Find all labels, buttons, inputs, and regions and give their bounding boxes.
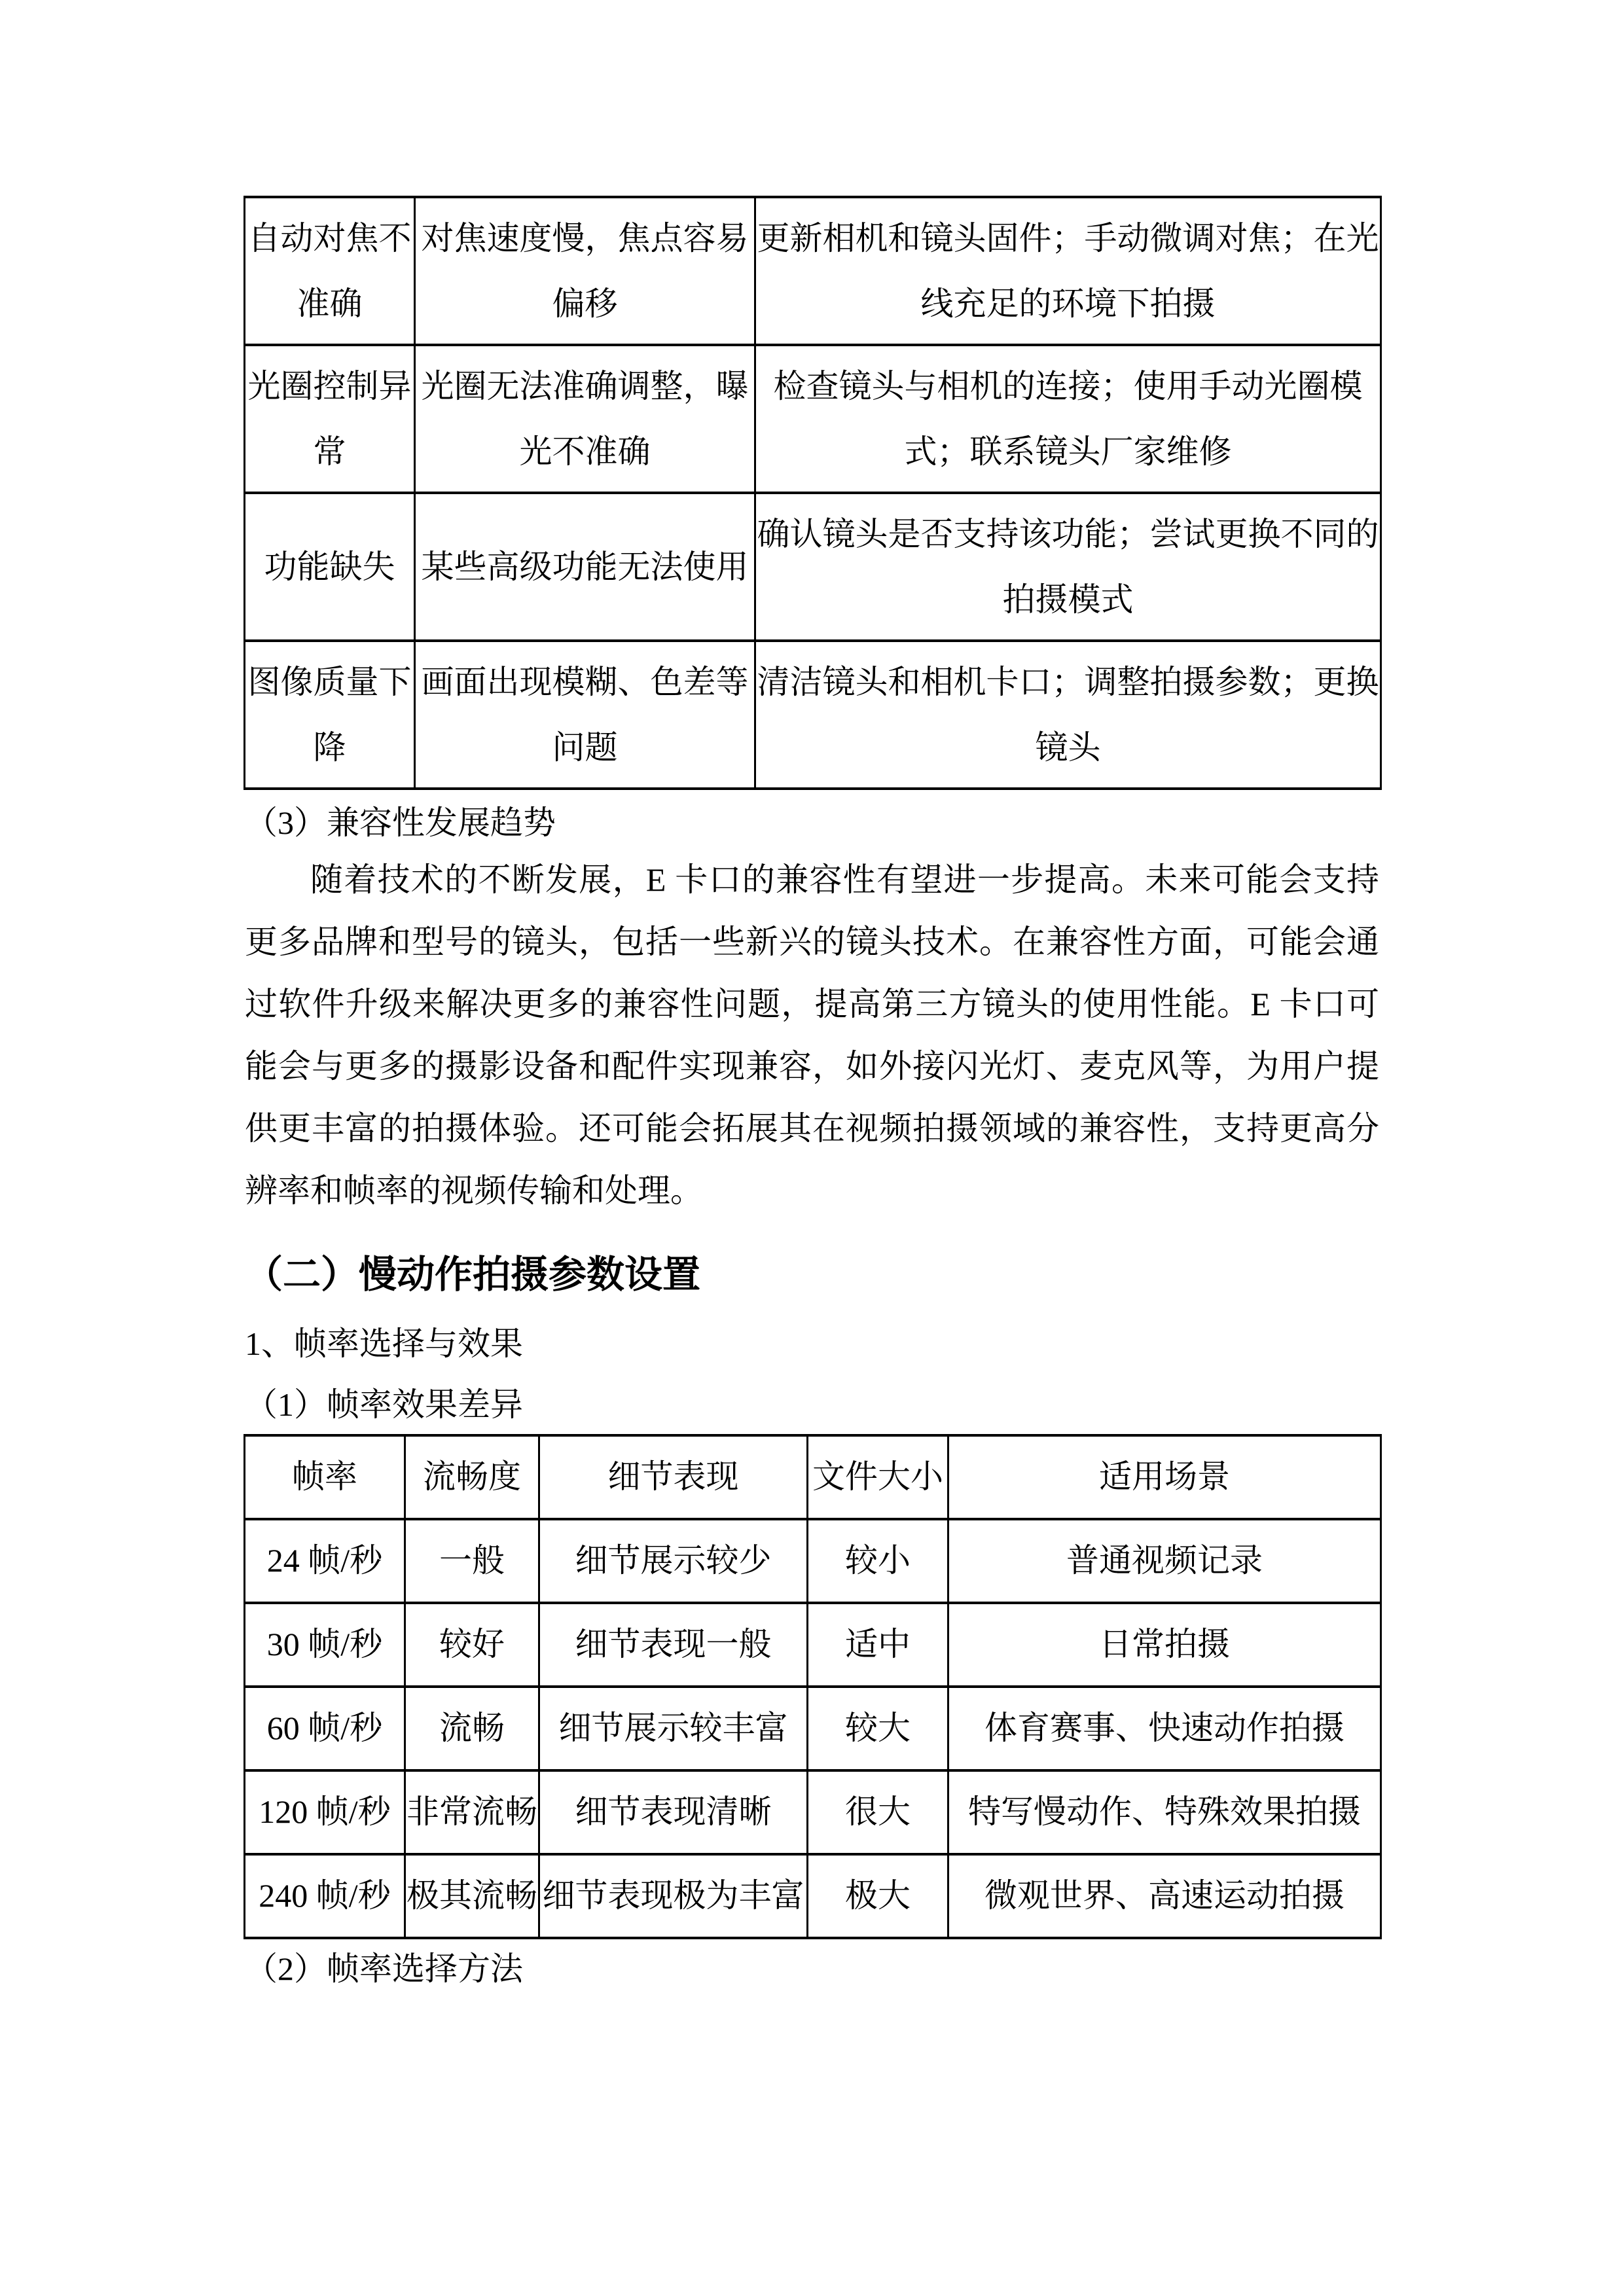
framerate-cell: 120 帧/秒 [245,1770,405,1854]
lens-issues-table [244,196,1382,790]
detail-cell: 细节表现一般 [539,1603,808,1687]
filesize-cell: 很大 [808,1770,948,1854]
smoothness-cell: 非常流畅 [405,1770,539,1854]
table-row [245,1603,1381,1687]
filesize-cell: 较大 [808,1687,948,1770]
detail-cell: 细节展示较少 [539,1519,808,1603]
paragraph-line: 供更丰富的拍摄体验。还可能会拓展其在视频拍摄领域的兼容性，支持更高分 [245,1110,1379,1147]
scenario-cell: 特写慢动作、特殊效果拍摄 [948,1770,1381,1854]
scenario-cell: 普通视频记录 [948,1519,1381,1603]
issue-solution-cell: 更新相机和镜头固件；手动微调对焦；在光线充足的环境下拍摄 [755,197,1381,345]
subsection-heading-framerate-method: （2）帧率选择方法 [245,1950,523,1987]
table-header-row [245,1435,1381,1519]
table-row [245,1854,1381,1938]
issue-problem-cell: 光圈控制异常 [245,345,415,493]
subsection-heading-framerate-selection: 1、帧率选择与效果 [245,1325,523,1362]
header-detail: 细节表现 [539,1435,808,1519]
issue-solution-cell: 清洁镜头和相机卡口；调整拍摄参数；更换镜头 [755,641,1381,789]
smoothness-cell: 极其流畅 [405,1854,539,1938]
issue-problem-cell: 图像质量下降 [245,641,415,789]
smoothness-cell: 较好 [405,1603,539,1687]
framerate-table [244,1434,1382,1939]
paragraph-line: 随着技术的不断发展，E 卡口的兼容性有望进一步提高。未来可能会支持 [310,861,1379,898]
scenario-cell: 体育赛事、快速动作拍摄 [948,1687,1381,1770]
header-framerate: 帧率 [245,1435,405,1519]
header-smoothness: 流畅度 [405,1435,539,1519]
scenario-cell: 微观世界、高速运动拍摄 [948,1854,1381,1938]
detail-cell: 细节表现极为丰富 [539,1854,808,1938]
detail-cell: 细节展示较丰富 [539,1687,808,1770]
smoothness-cell: 一般 [405,1519,539,1603]
detail-cell: 细节表现清晰 [539,1770,808,1854]
subsection-heading-framerate-differences: （1）帧率效果差异 [245,1386,523,1423]
framerate-cell: 30 帧/秒 [245,1603,405,1687]
paragraph-line: 能会与更多的摄影设备和配件实现兼容，如外接闪光灯、麦克风等，为用户提 [245,1048,1379,1085]
issue-solution-cell: 检查镜头与相机的连接；使用手动光圈模式；联系镜头厂家维修 [755,345,1381,493]
table-row [245,1687,1381,1770]
issue-problem-cell: 功能缺失 [245,493,415,641]
table-row [245,1770,1381,1854]
table-row [245,345,1381,493]
table-row [245,493,1381,641]
scenario-cell: 日常拍摄 [948,1603,1381,1687]
section-heading-slow-motion-settings: （二）慢动作拍摄参数设置 [245,1253,701,1296]
filesize-cell: 适中 [808,1603,948,1687]
issue-symptom-cell: 画面出现模糊、色差等问题 [415,641,755,789]
table-row [245,1519,1381,1603]
filesize-cell: 极大 [808,1854,948,1938]
table-row [245,197,1381,345]
framerate-cell: 60 帧/秒 [245,1687,405,1770]
smoothness-cell: 流畅 [405,1687,539,1770]
framerate-cell: 240 帧/秒 [245,1854,405,1938]
issue-symptom-cell: 光圈无法准确调整，曝光不准确 [415,345,755,493]
filesize-cell: 较小 [808,1519,948,1603]
issue-symptom-cell: 对焦速度慢，焦点容易偏移 [415,197,755,345]
header-filesize: 文件大小 [808,1435,948,1519]
framerate-cell: 24 帧/秒 [245,1519,405,1603]
issue-solution-cell: 确认镜头是否支持该功能；尝试更换不同的拍摄模式 [755,493,1381,641]
paragraph-line: 过软件升级来解决更多的兼容性问题，提高第三方镜头的使用性能。E 卡口可 [245,986,1379,1022]
issue-problem-cell: 自动对焦不准确 [245,197,415,345]
header-scenario: 适用场景 [948,1435,1381,1519]
paragraph-line: 更多品牌和型号的镜头，包括一些新兴的镜头技术。在兼容性方面，可能会通 [245,924,1379,960]
compatibility-trends-paragraph [245,849,1379,1222]
section-heading-compatibility-trends: （3）兼容性发展趋势 [245,804,556,841]
table-row [245,641,1381,789]
paragraph-line: 辨率和帧率的视频传输和处理。 [245,1172,703,1209]
issue-symptom-cell: 某些高级功能无法使用 [415,493,755,641]
